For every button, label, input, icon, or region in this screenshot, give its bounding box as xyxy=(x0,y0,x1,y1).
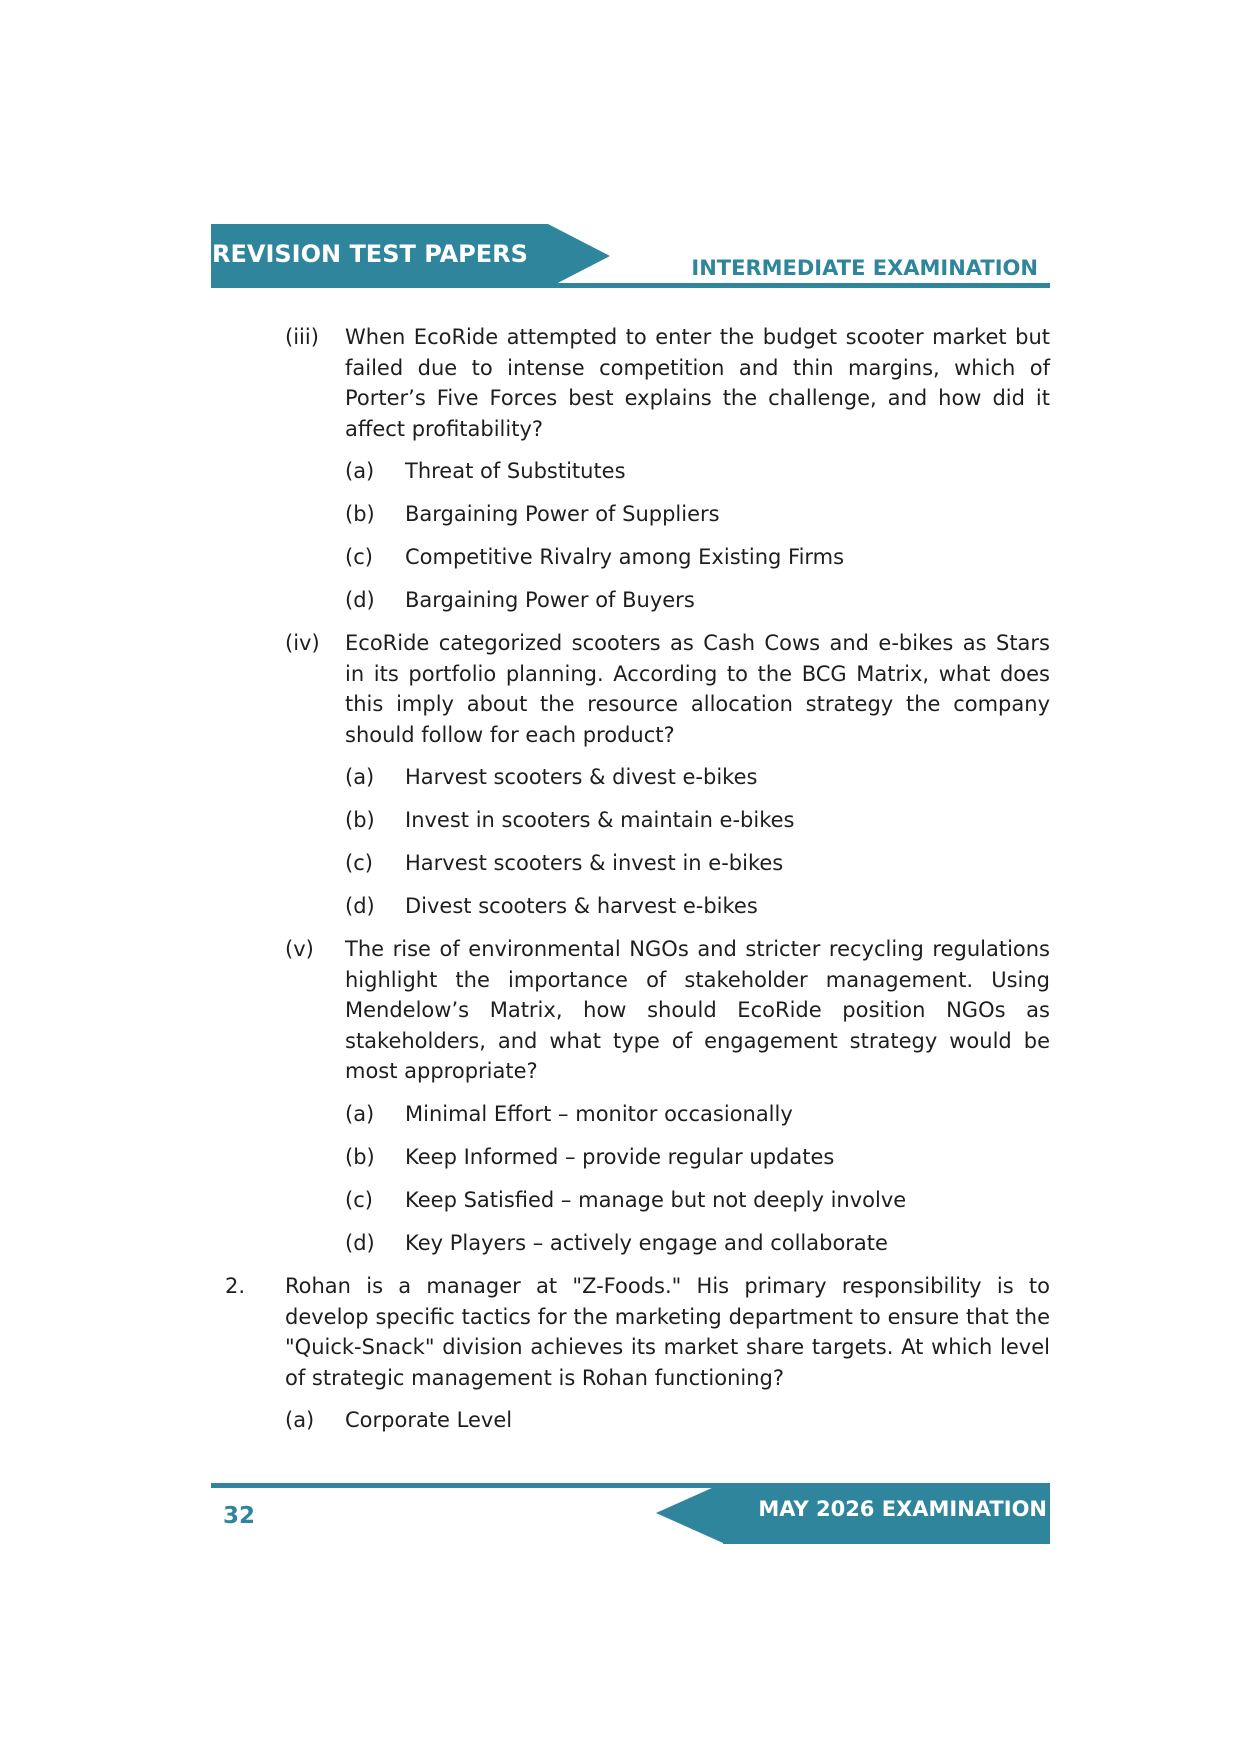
header-rule xyxy=(211,283,1050,288)
page-number: 32 xyxy=(223,1503,256,1529)
question-text: The rise of environmental NGOs and stricter recycling regulations highlight the importance of stakeholder management. Using Mendelow’s Matrix, how should EcoRide position NGOs as stakeholders, and what type of engagement strategy would be most appropriate? xyxy=(345,937,1050,1083)
option-text: Keep Satisfied – manage but not deeply involve xyxy=(405,1188,907,1212)
option-label: (b) xyxy=(345,502,375,526)
option-text: Divest scooters & harvest e-bikes xyxy=(405,894,758,918)
question-label: (iv) xyxy=(285,631,320,655)
option-label: (c) xyxy=(345,851,373,875)
option-text: Keep Informed – provide regular updates xyxy=(405,1145,835,1169)
option-label: (b) xyxy=(345,808,375,832)
option-text: Corporate Level xyxy=(345,1408,513,1432)
question-label: (iii) xyxy=(285,325,319,349)
footer-arrow-shape xyxy=(656,1483,723,1543)
option-text: Bargaining Power of Buyers xyxy=(405,588,695,612)
option-label: (d) xyxy=(345,588,375,612)
option-label: (a) xyxy=(345,1102,375,1126)
question-number: 2. xyxy=(225,1274,246,1298)
option-label: (d) xyxy=(345,1231,375,1255)
option-label: (a) xyxy=(345,459,375,483)
question-text: EcoRide categorized scooters as Cash Cows and e-bikes as Stars in its portfolio planning. According to the BCG Matrix, what does this imply about the resource allocation strategy the company should follow for each product? xyxy=(345,631,1050,747)
footer-exam-title: MAY 2026 EXAMINATION xyxy=(758,1497,1047,1521)
option-label: (c) xyxy=(345,545,373,569)
question-text: When EcoRide attempted to enter the budget scooter market but failed due to intense competition and thin margins, which of Porter’s Five Forces best explains the challenge, and how did it affect profitability? xyxy=(345,325,1050,441)
option-text: Harvest scooters & invest in e-bikes xyxy=(405,851,784,875)
option-text: Invest in scooters & maintain e-bikes xyxy=(405,808,795,832)
question-text: Rohan is a manager at "Z-Foods." His primary responsibility is to develop specific tactics for the marketing department to ensure that the "Quick-Snack" division achieves its market share targets. At which level of strategic management is Rohan functioning? xyxy=(285,1274,1050,1390)
option-text: Threat of Substitutes xyxy=(405,459,626,483)
option-text: Minimal Effort – monitor occasionally xyxy=(405,1102,793,1126)
option-label: (d) xyxy=(345,894,375,918)
option-text: Bargaining Power of Suppliers xyxy=(405,502,720,526)
option-text: Harvest scooters & divest e-bikes xyxy=(405,765,758,789)
option-label: (a) xyxy=(345,765,375,789)
option-label: (c) xyxy=(345,1188,373,1212)
question-label: (v) xyxy=(285,937,314,961)
header-arrow-shape xyxy=(548,224,610,288)
option-label: (a) xyxy=(285,1408,315,1432)
option-text: Competitive Rivalry among Existing Firms xyxy=(405,545,845,569)
header-exam-title: INTERMEDIATE EXAMINATION xyxy=(691,256,1038,280)
option-text: Key Players – actively engage and collaborate xyxy=(405,1231,888,1255)
option-label: (b) xyxy=(345,1145,375,1169)
header-title: REVISION TEST PAPERS xyxy=(212,240,528,268)
